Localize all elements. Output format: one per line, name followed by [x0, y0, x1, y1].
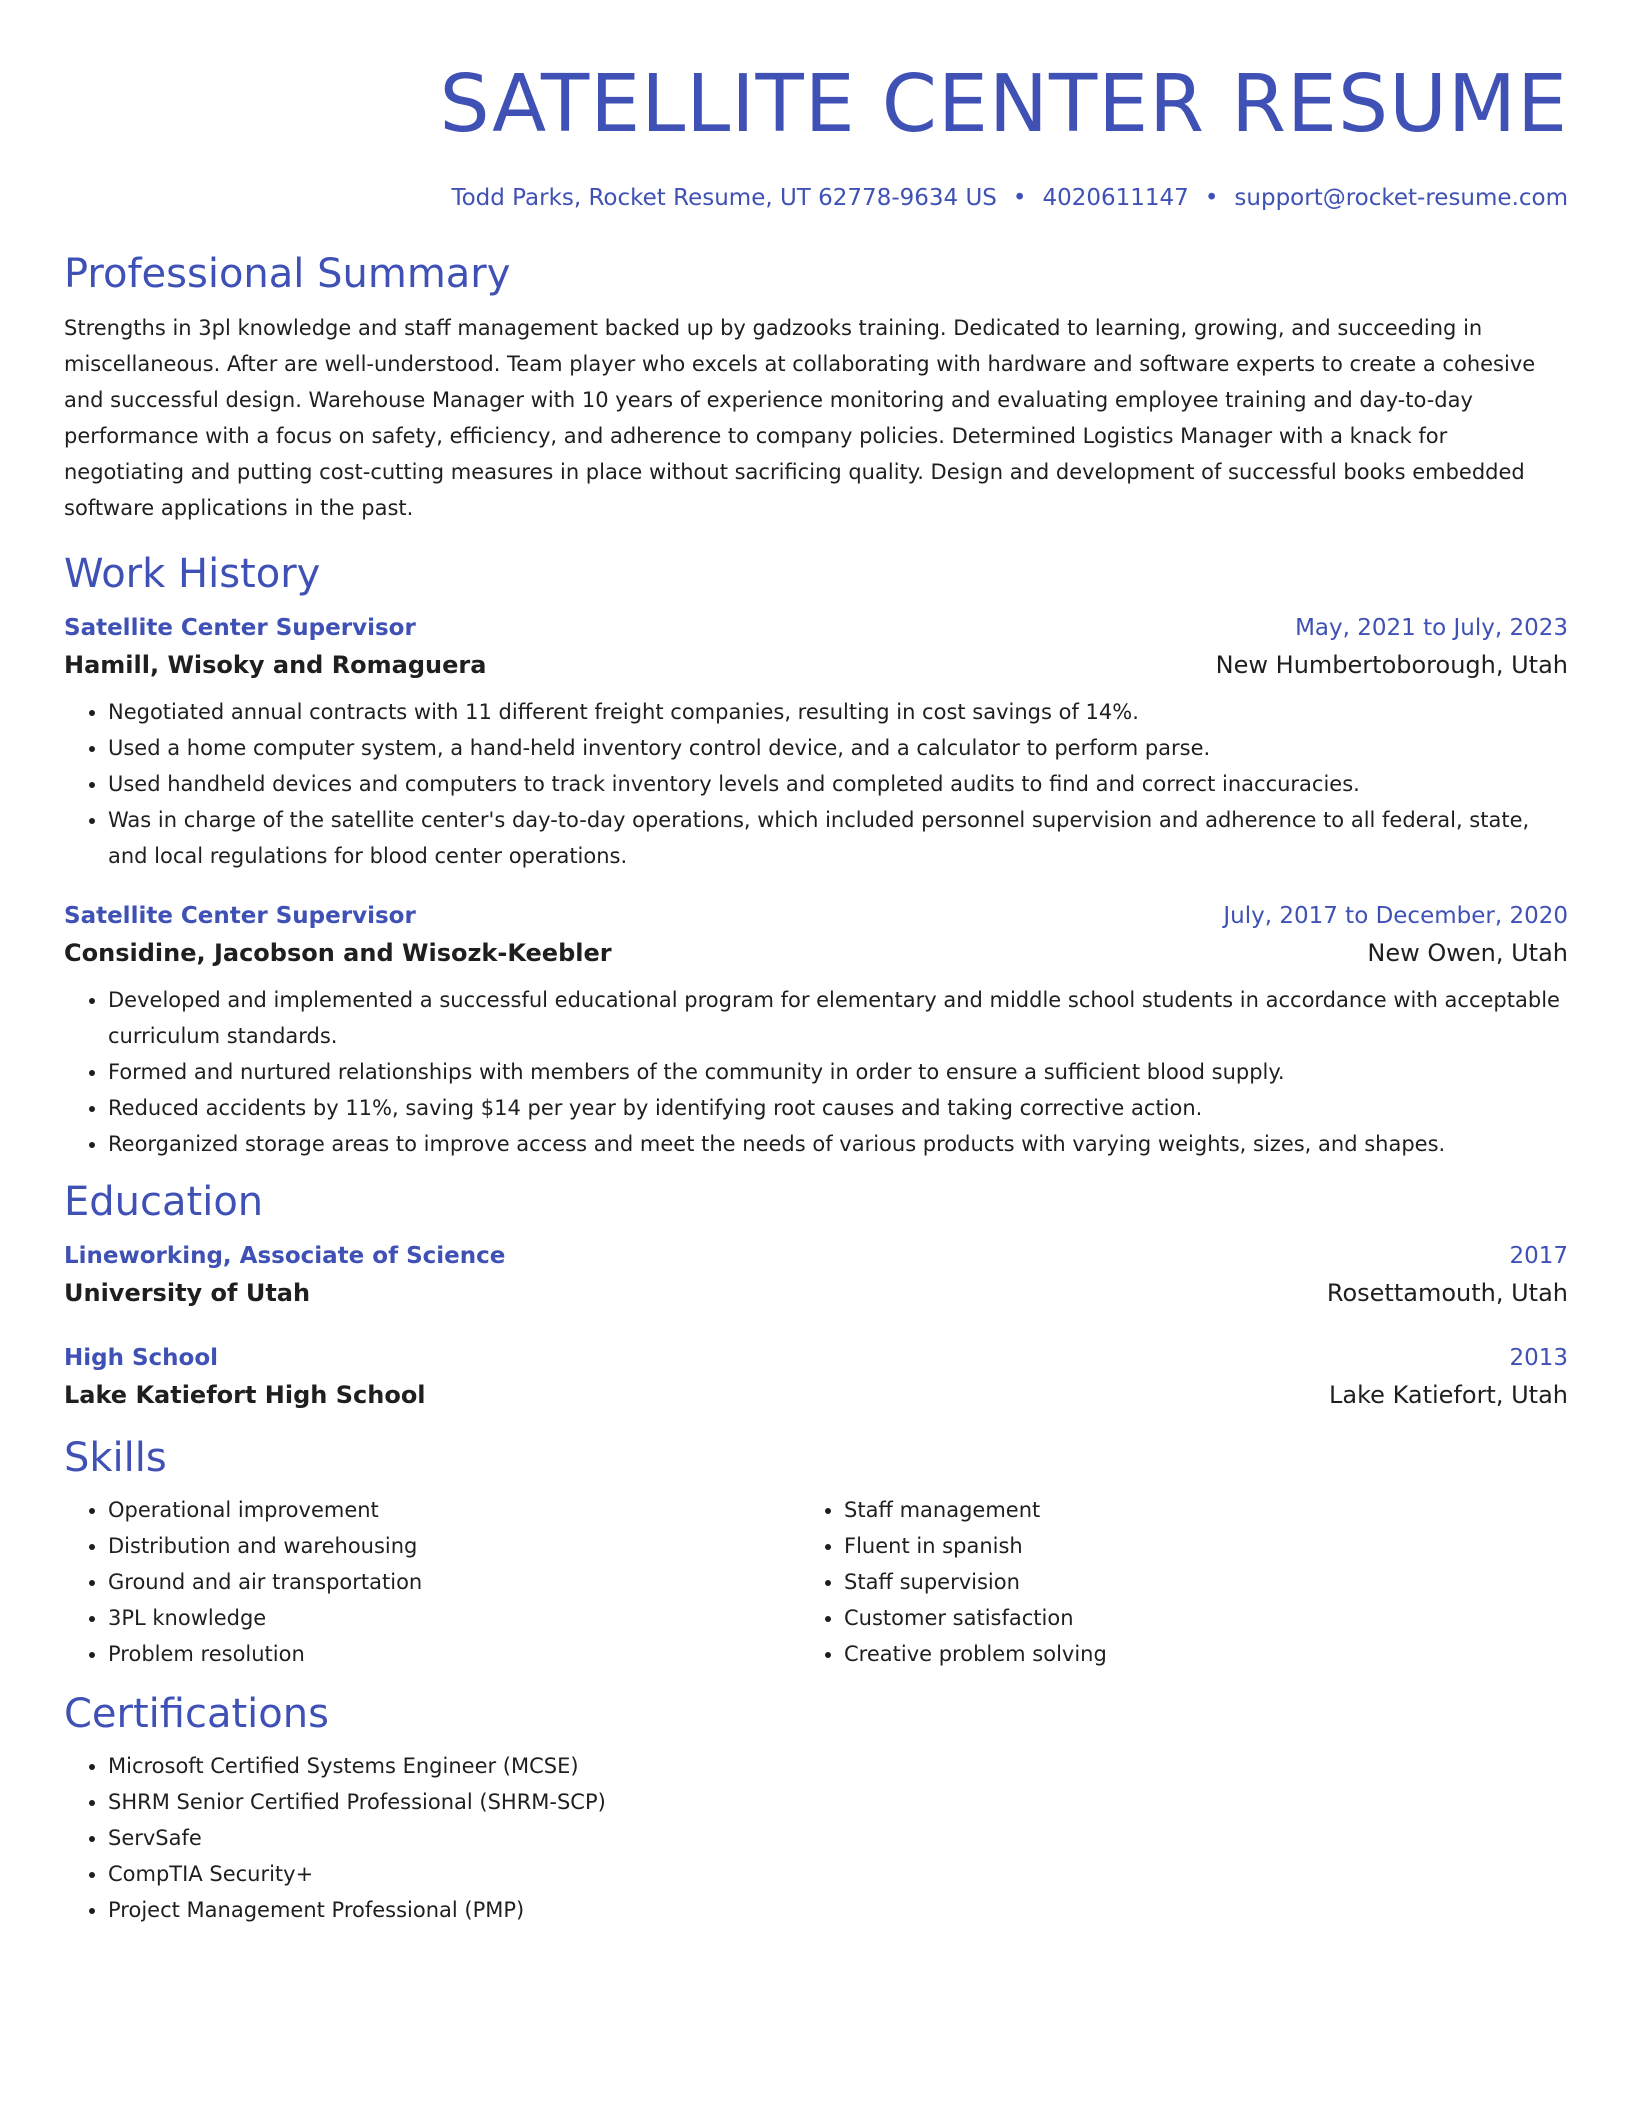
education-entry [64, 1340, 1568, 1414]
certification-item: • ServSafe [108, 1820, 1568, 1856]
skills-grid [64, 1492, 1568, 1672]
job-bullets [64, 694, 1568, 874]
education-school: University of Utah [64, 1279, 311, 1307]
skill-item: • Problem resolution [108, 1636, 800, 1672]
job-bullet: • Used handheld devices and computers to track inventory levels and completed audits to find and correct inaccuracies. [108, 766, 1568, 802]
job-bullet: • Used a home computer system, a hand-held inventory control device, and a calculator to perform parse. [108, 730, 1568, 766]
contact-address: Todd Parks, Rocket Resume, UT 62778-9634 US [451, 185, 997, 211]
certifications-heading: Certifications [64, 1691, 329, 1737]
job-bullet: • Reorganized storage areas to improve access and meet the needs of various products with varying weights, sizes, and shapes. [108, 1126, 1568, 1162]
job-role: Satellite Center Supervisor [64, 615, 416, 641]
education-year: 2017 [1509, 1243, 1568, 1269]
resume-title: SATELLITE CENTER RESUME [439, 58, 1568, 150]
job-location: New Humbertoborough, Utah [1215, 651, 1568, 679]
skills-heading: Skills [64, 1435, 167, 1481]
skill-item: • Customer satisfaction [844, 1600, 1536, 1636]
contact-line [64, 182, 1568, 214]
education-degree: High School [64, 1345, 219, 1371]
contact-phone: 4020611147 [1042, 185, 1189, 211]
certification-item: • SHRM Senior Certified Professional (SHRM-SCP) [108, 1784, 1568, 1820]
job-bullet: • Formed and nurtured relationships with members of the community in order to ensure a sufficient blood supply. [108, 1054, 1568, 1090]
skills-column-left [64, 1492, 800, 1672]
skill-item: • 3PL knowledge [108, 1600, 800, 1636]
job-bullet: • Developed and implemented a successful educational program for elementary and middle school students in accordance with acceptable curriculum standards. [108, 982, 1568, 1054]
job-company: Hamill, Wisoky and Romaguera [64, 651, 487, 679]
work-history-heading: Work History [64, 551, 321, 597]
education-school: Lake Katiefort High School [64, 1381, 426, 1409]
job-bullets [64, 982, 1568, 1162]
job-location: New Owen, Utah [1367, 939, 1568, 967]
education-year: 2013 [1509, 1345, 1568, 1371]
certifications-list [64, 1748, 1568, 1928]
certification-item: • CompTIA Security+ [108, 1856, 1568, 1892]
skill-item: • Creative problem solving [844, 1636, 1536, 1672]
skill-item: • Fluent in spanish [844, 1528, 1536, 1564]
certification-item: • Microsoft Certified Systems Engineer (MCSE) [108, 1748, 1568, 1784]
skills-list [64, 1492, 800, 1672]
job-role: Satellite Center Supervisor [64, 903, 416, 929]
job-dates: May, 2021 to July, 2023 [1295, 615, 1568, 641]
skill-item: • Operational improvement [108, 1492, 800, 1528]
summary-heading: Professional Summary [64, 251, 511, 297]
job-bullet: • Was in charge of the satellite center's day-to-day operations, which included personnel supervision and adherence to all federal, state, and local regulations for blood center operations. [108, 802, 1568, 874]
job-entry [64, 898, 1568, 1162]
skill-item: • Staff management [844, 1492, 1536, 1528]
education-location: Lake Katiefort, Utah [1329, 1381, 1568, 1409]
resume-header [64, 56, 1568, 214]
certification-item: • Project Management Professional (PMP) [108, 1892, 1568, 1928]
skill-item: • Staff supervision [844, 1564, 1536, 1600]
job-company: Considine, Jacobson and Wisozk-Keebler [64, 939, 612, 967]
skill-item: • Distribution and warehousing [108, 1528, 800, 1564]
skills-list [800, 1492, 1536, 1672]
summary-text: Strengths in 3pl knowledge and staff management backed up by gadzooks training. Dedicated to learning, growing, and succeeding in miscellaneous. After are well-understood. Team player who excels at collaborating with hardware and software experts to create a cohesive and successful design. Warehouse Manager with 10 years of experience monitoring and evaluating employee training and day-to-day performance with a focus on safety, efficiency, and adherence to company policies. Determined Logistics Manager with a knack for negotiating and putting cost-cutting measures in place without sacrificing quality. Design and development of successful books embedded software applications in the past. [64, 316, 1536, 520]
job-bullet: • Reduced accidents by 11%, saving $14 per year by identifying root causes and taking corrective action. [108, 1090, 1568, 1126]
contact-separator: • [1204, 185, 1219, 211]
contact-separator: • [1012, 185, 1027, 211]
education-entry [64, 1238, 1568, 1312]
job-entry [64, 610, 1568, 874]
job-dates: July, 2017 to December, 2020 [1223, 903, 1568, 929]
skill-item: • Ground and air transportation [108, 1564, 800, 1600]
skills-column-right [800, 1492, 1536, 1672]
education-degree: Lineworking, Associate of Science [64, 1243, 506, 1269]
job-bullet: • Negotiated annual contracts with 11 different freight companies, resulting in cost savings of 14%. [108, 694, 1568, 730]
education-heading: Education [64, 1179, 264, 1225]
education-location: Rosettamouth, Utah [1326, 1279, 1568, 1307]
contact-email: support@rocket-resume.com [1234, 185, 1568, 211]
